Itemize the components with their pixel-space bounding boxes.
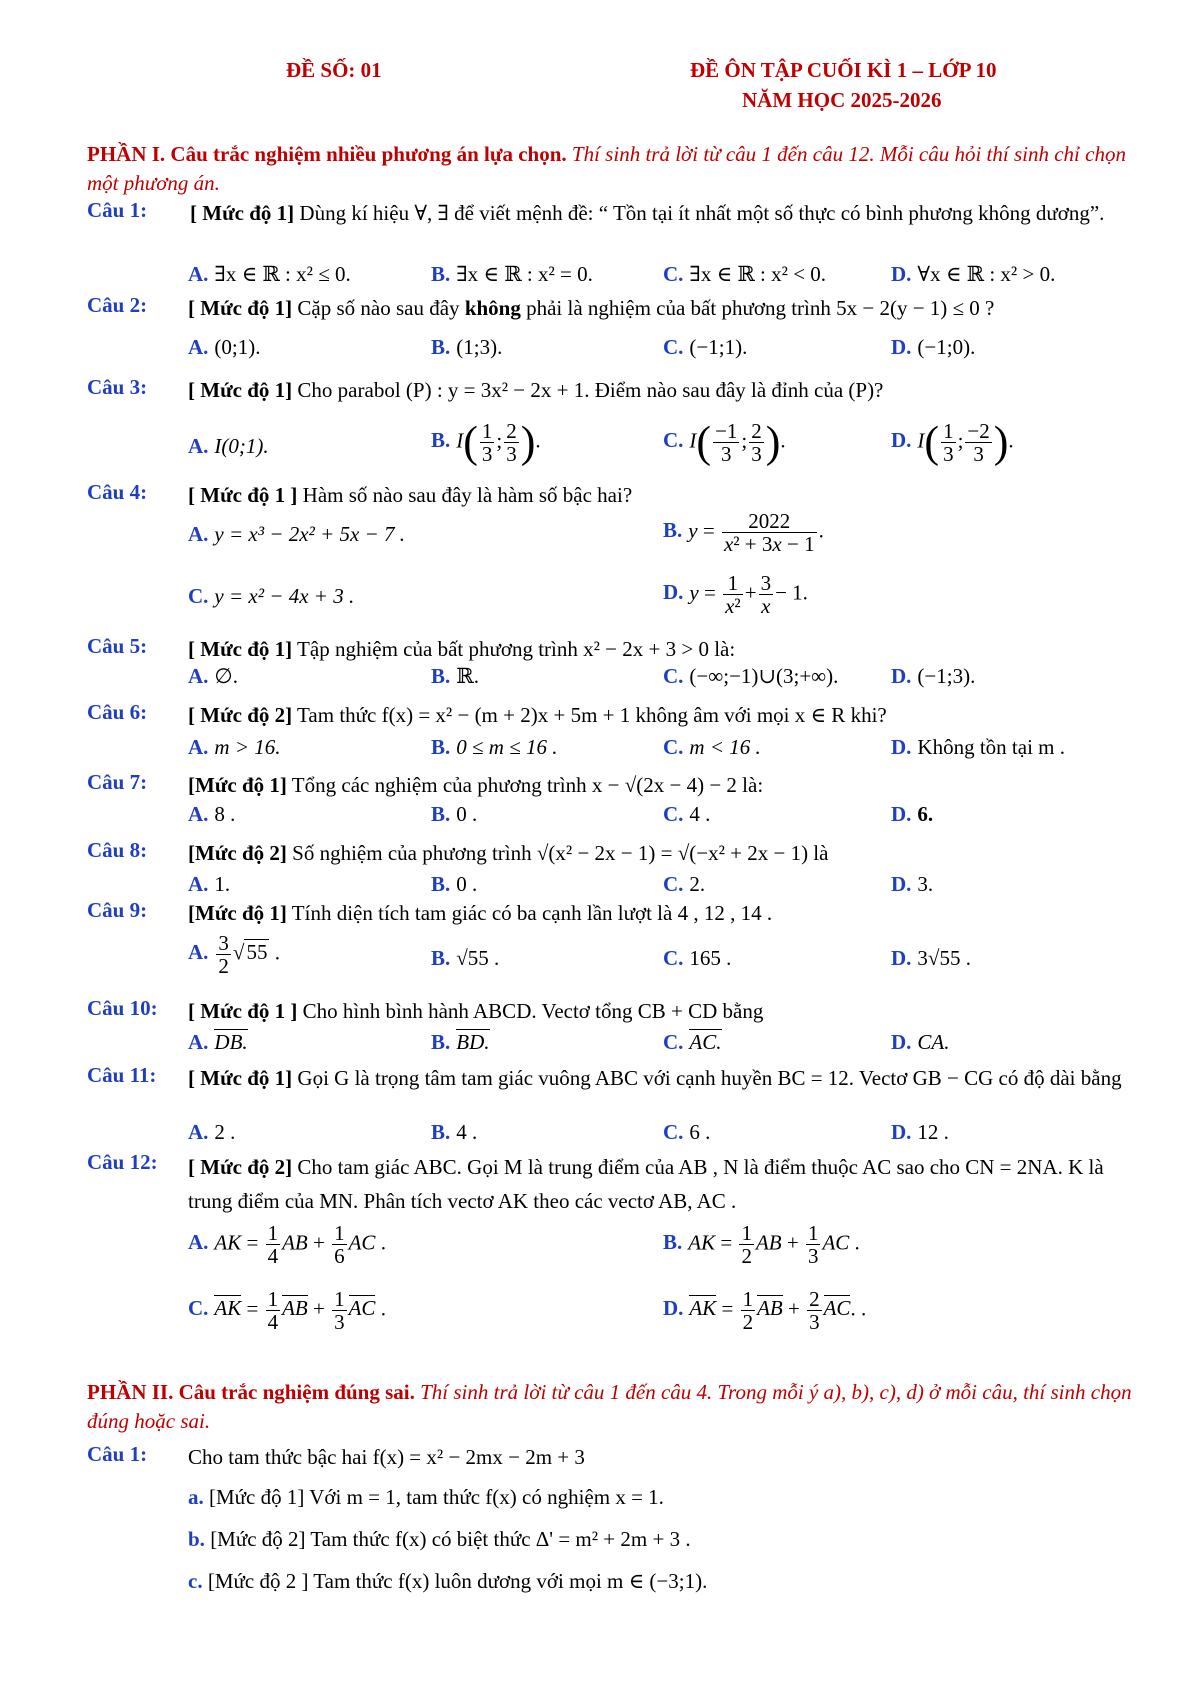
question-body: Dùng kí hiệu ∀, ∃ để viết mệnh đề: “ Tồn tại ít nhất một số thực có bình phương không dương”.: [299, 201, 1105, 225]
option-a[interactable]: A. ∃x ∈ ℝ : x² ≤ 0.: [188, 262, 351, 286]
level-tag: [ Mức độ 1]: [188, 378, 293, 402]
option-c[interactable]: C. ∃x ∈ ℝ : x² < 0.: [663, 262, 827, 286]
question-text: [188, 770, 1138, 800]
option-a[interactable]: A. ∅.: [188, 664, 238, 688]
level-tag: [Mức độ 2]: [188, 841, 287, 865]
option-b[interactable]: B. (1;3).: [431, 335, 503, 359]
emphasis: không: [464, 296, 521, 320]
question-text: [188, 838, 1138, 868]
option-a[interactable]: A. AK = $\frac{1}{4}$ AB + $\frac{1}{6}$ AC .: [188, 1221, 386, 1269]
question-12-options: [87, 1222, 1147, 1352]
part2-instruction: Thí sinh trả lời từ câu 1 đến câu 4. Trong mỗi ý a), b), c), d) ở mỗi câu, thí sinh chọn đúng hoặc sai.: [87, 1380, 1132, 1433]
option-a[interactable]: A. $\frac{3}{2}$ √55 .: [188, 931, 280, 979]
option-c[interactable]: C. AC.: [663, 1030, 722, 1054]
question-text: [188, 1063, 1138, 1093]
statement-text: [Mức độ 2] Tam thức f(x) có biệt thức Δ' = m² + 2m + 3 .: [210, 1527, 691, 1551]
option-c[interactable]: C. AK = $\frac{1}{4}$ AB + $\frac{1}{3}$ AC .: [188, 1287, 386, 1335]
option-a[interactable]: A. DB.: [188, 1030, 248, 1054]
question-body: Hàm số nào sau đây là hàm số bậc hai?: [302, 483, 633, 507]
option-c[interactable]: C. I( $\frac{-1}{3}$ ; $\frac{2}{3}$ ).: [663, 417, 786, 467]
question-text: [188, 293, 1138, 323]
option-b[interactable]: B. 0 ≤ m ≤ 16 .: [431, 735, 558, 759]
level-tag: [ Mức độ 2]: [188, 1155, 293, 1179]
option-d[interactable]: D. AK = $\frac{1}{2}$ AB + $\frac{2}{3}$ AC. .: [663, 1287, 867, 1335]
question-number: Câu 11:: [87, 1063, 157, 1087]
question-body: Tập nghiệm của bất phương trình x² − 2x + 3 > 0 là:: [297, 637, 736, 661]
question-number: Câu 7:: [87, 770, 148, 794]
question-text: [188, 700, 1138, 730]
question-3-options: [87, 417, 1147, 476]
exam-number: ĐỀ SỐ: 01: [286, 58, 382, 82]
option-c[interactable]: C. 2.: [663, 872, 706, 896]
question-body: Số nghiệm của phương trình √(x² − 2x − 1) = √(−x² + 2x − 1) là: [292, 841, 829, 865]
part1-heading: [87, 140, 1137, 198]
question-text: [188, 898, 1138, 928]
exam-title: ĐỀ ÔN TẬP CUỐI KÌ 1 – LỚP 10: [690, 58, 997, 82]
question-number: Câu 10:: [87, 996, 158, 1020]
question-body: Cho hình bình hành ABCD. Vectơ tổng CB + CD bằng: [302, 999, 764, 1023]
option-c[interactable]: C. y = x² − 4x + 3 .: [188, 584, 355, 608]
part1-title: PHẦN I. Câu trắc nghiệm nhiều phương án lựa chọn.: [87, 142, 567, 166]
part2-title: PHẦN II. Câu trắc nghiệm đúng sai.: [87, 1380, 415, 1404]
option-b[interactable]: B. BD.: [431, 1030, 490, 1054]
option-b[interactable]: B. 4 .: [431, 1120, 478, 1144]
question-text: [188, 1150, 1138, 1218]
level-tag: [ Mức độ 1]: [188, 296, 293, 320]
statement-text: [Mức độ 2 ] Tam thức f(x) luôn dương với mọi m ∈ (−3;1).: [207, 1569, 708, 1593]
option-d[interactable]: D. (−1;3).: [891, 664, 976, 688]
question-4-options: [87, 510, 1147, 640]
question-number: Câu 9:: [87, 898, 148, 922]
option-a[interactable]: A. y = x³ − 2x² + 5x − 7 .: [188, 522, 405, 546]
option-c[interactable]: C. 6 .: [663, 1120, 711, 1144]
option-d[interactable]: D. y = $\frac{1}{\text{x²}}$ + $\frac{3}{x}$ − 1.: [663, 571, 808, 619]
option-b[interactable]: B. ℝ.: [431, 664, 479, 688]
option-a[interactable]: A. 1.: [188, 872, 231, 896]
question-body: Cho parabol (P) : y = 3x² − 2x + 1. Điểm nào sau đây là đỉnh của (P)?: [297, 378, 884, 402]
question-text: Cho tam thức bậc hai f(x) = x² − 2mx − 2m + 3: [188, 1445, 585, 1469]
option-a[interactable]: A. (0;1).: [188, 335, 261, 359]
option-d[interactable]: D. 12 .: [891, 1120, 949, 1144]
option-a[interactable]: A. 2 .: [188, 1120, 236, 1144]
level-tag: [Mức độ 1]: [188, 901, 287, 925]
option-c[interactable]: C. 165 .: [663, 946, 732, 970]
question-text: [188, 996, 1138, 1026]
question-text: [188, 375, 1138, 405]
question-number: Câu 12:: [87, 1150, 158, 1174]
option-d[interactable]: D. CA.: [891, 1030, 950, 1054]
question-body: Tính diện tích tam giác có ba cạnh lần lượt là 4 , 12 , 14 .: [291, 901, 773, 925]
option-b[interactable]: B. 0 .: [431, 872, 478, 896]
question-9-options: [87, 932, 1147, 988]
statement-label: b.: [188, 1527, 205, 1551]
option-b[interactable]: B. I( $\frac{1}{3}$ ; $\frac{2}{3}$ ).: [431, 417, 541, 467]
part1-instruction: Thí sinh trả lời từ câu 1 đến câu 12. Mỗi câu hỏi thí sinh chỉ chọn một phương án.: [87, 142, 1126, 195]
option-a[interactable]: A. I(0;1).: [188, 434, 269, 458]
level-tag: [ Mức độ 1 ]: [188, 999, 298, 1023]
question-number: Câu 2:: [87, 293, 148, 317]
option-d[interactable]: D. I( $\frac{1}{3}$ ; $\frac{-2}{3}$ ).: [891, 417, 1014, 467]
option-d[interactable]: D. Không tồn tại m .: [891, 735, 1065, 759]
option-a[interactable]: A. m > 16.: [188, 735, 281, 759]
level-tag: [ Mức độ 1 ]: [188, 483, 298, 507]
option-d[interactable]: D. 3√55 .: [891, 946, 971, 970]
level-tag: [ Mức độ 2]: [188, 703, 293, 727]
question-body: Tam thức f(x) = x² − (m + 2)x + 5m + 1 không âm với mọi x ∈ R khi?: [297, 703, 887, 727]
level-tag: [ Mức độ 1]: [188, 1066, 293, 1090]
question-number: Câu 3:: [87, 375, 148, 399]
option-b[interactable]: B. y = $\frac{2022}{\text{x² + 3x − 1}}$ .: [663, 509, 824, 557]
question-number: Câu 1:: [87, 1442, 148, 1466]
statement-label: a.: [188, 1485, 204, 1509]
option-c[interactable]: C. (−∞;−1)∪(3;+∞).: [663, 664, 839, 688]
option-d[interactable]: D. ∀x ∈ ℝ : x² > 0.: [891, 262, 1056, 286]
question-number: Câu 4:: [87, 480, 148, 504]
question-text: [188, 634, 1138, 664]
option-d[interactable]: D. (−1;0).: [891, 335, 976, 359]
level-tag: [ Mức độ 1]: [188, 637, 293, 661]
statement-text: [Mức độ 1] Với m = 1, tam thức f(x) có nghiệm x = 1.: [209, 1485, 664, 1509]
question-text: [190, 198, 1140, 228]
question-number: Câu 1:: [87, 198, 148, 222]
question-number: Câu 8:: [87, 838, 148, 862]
level-tag: [ Mức độ 1]: [190, 201, 295, 225]
statement-label: c.: [188, 1569, 203, 1593]
option-c[interactable]: C. m < 16 .: [663, 735, 761, 759]
question-body: Tổng các nghiệm của phương trình x − √(2x − 4) − 2 là:: [291, 773, 764, 797]
option-d[interactable]: D. 3.: [891, 872, 934, 896]
option-c[interactable]: C. (−1;1).: [663, 335, 748, 359]
option-b[interactable]: B. ∃x ∈ ℝ : x² = 0.: [431, 262, 593, 286]
question-number: Câu 6:: [87, 700, 148, 724]
option-b[interactable]: B. 0 .: [431, 802, 478, 826]
question-body: Cho tam giác ABC. Gọi M là trung điểm của AB , N là điểm thuộc AC sao cho CN = 2NA. K là trung điểm của MN. Phân tích vectơ AK theo các vectơ AB, AC .: [188, 1155, 1104, 1213]
option-b[interactable]: B. √55 .: [431, 946, 500, 970]
question-body: Cặp số nào sau đây: [297, 296, 460, 320]
option-d[interactable]: D. 6.: [891, 802, 934, 826]
question-body: Gọi G là trọng tâm tam giác vuông ABC với cạnh huyền BC = 12. Vectơ GB − CG có độ dài bằng: [297, 1066, 1122, 1090]
option-b[interactable]: B. AK = $\frac{1}{2}$ AB + $\frac{1}{3}$ AC .: [663, 1221, 860, 1269]
question-text: [188, 480, 1138, 510]
level-tag: [Mức độ 1]: [188, 773, 287, 797]
part2-heading: [87, 1378, 1137, 1436]
question-body-end: phải là nghiệm của bất phương trình 5x − 2(y − 1) ≤ 0 ?: [526, 296, 995, 320]
question-number: Câu 5:: [87, 634, 148, 658]
school-year: NĂM HỌC 2025-2026: [742, 88, 942, 112]
option-a[interactable]: A. 8 .: [188, 802, 236, 826]
option-c[interactable]: C. 4 .: [663, 802, 711, 826]
